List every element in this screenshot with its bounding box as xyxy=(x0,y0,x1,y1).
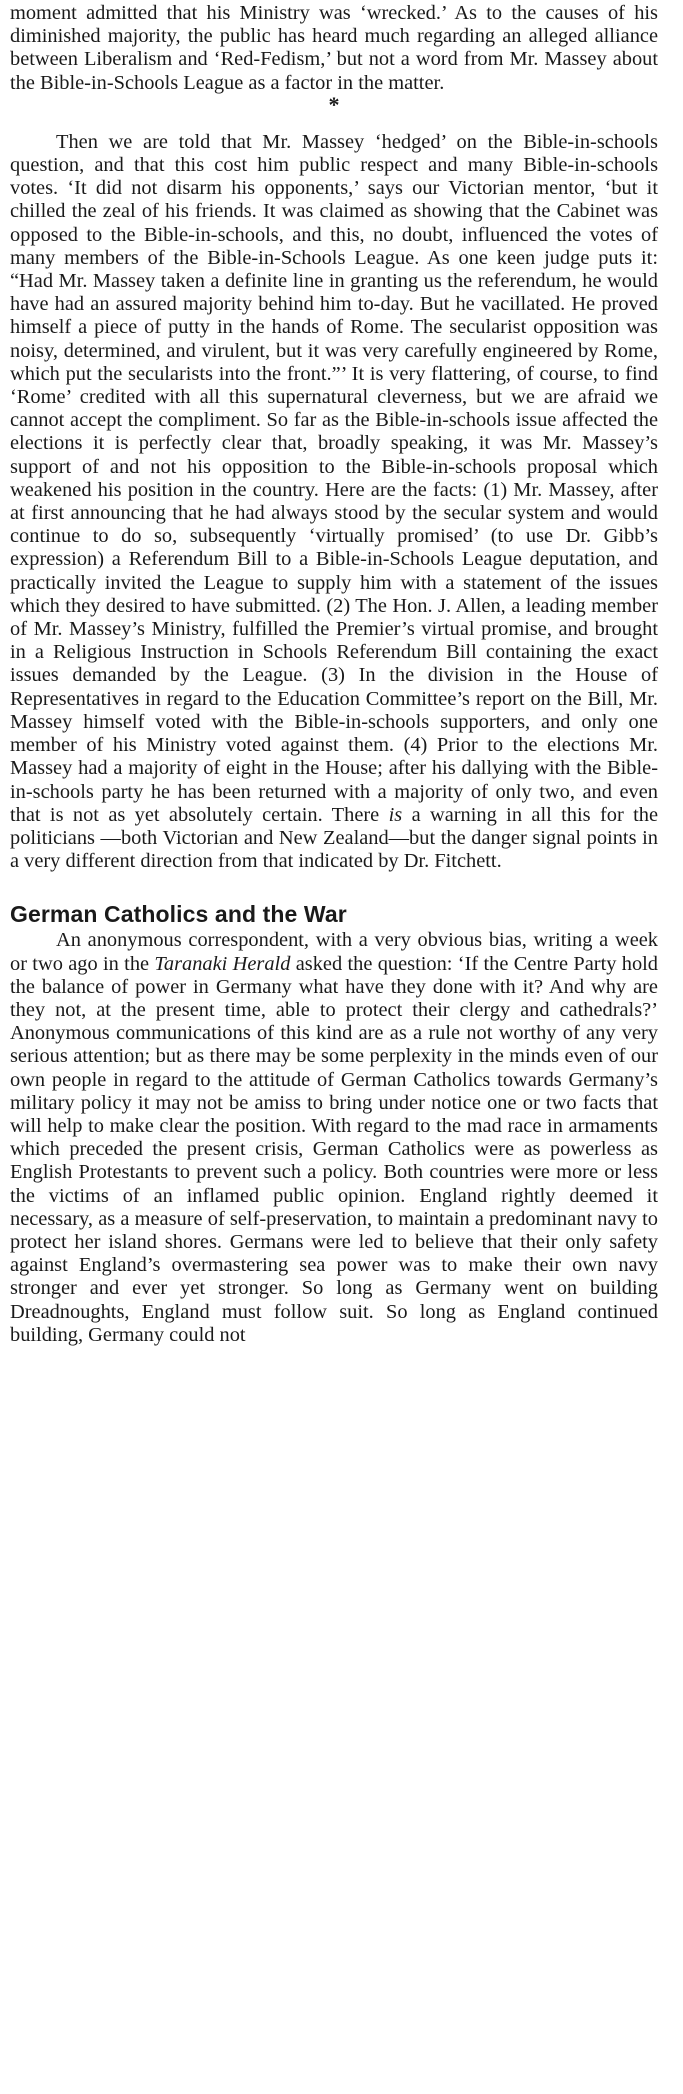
paragraph-german-catholics-start: An anonymous correspondent, with a very obvious bias, writing a week or two ago in the xyxy=(10,929,658,975)
newspaper-title-taranaki-herald: Taranaki Herald xyxy=(154,952,291,975)
paragraph-ministry-wrecked: moment admitted that his Ministry was ‘wrecked.’ As to the causes of his diminished majority, the public has heard much regarding an alleged alliance between Liberalism and ‘Red-Fedism,’ but not a word from Mr. Massey about the Bible-in-Schools League as a factor in the matter. xyxy=(10,2,658,94)
paragraph-german-catholics xyxy=(10,929,658,1347)
section-separator: * xyxy=(328,91,340,117)
article-column xyxy=(10,2,658,1347)
paragraph-massey-hedged-end: a warning in all this for the politicians —both Victorian and New Zealand—but the danger signal points in a very different direction from that indicated by Dr. Fitchett. xyxy=(10,803,659,873)
emphasis-is: is xyxy=(388,803,403,826)
paragraph-massey-hedged xyxy=(10,131,658,874)
paragraph-german-catholics-end: asked the question: ‘If the Centre Party hold the balance of power in Germany what have they done with it? And why are they not, at the present time, able to protect their clergy and cathedrals?’ Anonymous communications of this kind are as a rule not worthy of any very serious attention; but as there may be some perplexity in the minds even of our own people in regard to the attitude of German Catholics towards Germany’s military policy it may not be amiss to bring under notice one or two facts that will help to make clear the position. With regard to the mad race in armaments which preceded the present crisis, German Catholics were as powerless as English Protestants to prevent such a policy. Both countries were more or less the victims of an inflamed public opinion. England rightly deemed it necessary, as a measure of self-preservation, to maintain a predominant navy to protect her island shores. Germans were led to believe that their only safety against England’s overmastering sea power was to make their own navy stronger and ever yet stronger. So long as Germany went on building Dreadnoughts, England must follow suit. So long as England continued building, Germany could not xyxy=(10,952,658,1346)
section-heading-german-catholics: German Catholics and the War xyxy=(10,901,347,928)
paragraph-massey-hedged-text: Then we are told that Mr. Massey ‘hedged’ on the Bible-in-schools question, and that this cost him public respect and many Bible-in-schools votes. ‘It did not disarm his opponents,’ says our Victorian mentor, ‘but it chilled the zeal of his friends. It was claimed as showing that the Cabinet was opposed to the Bible-in-schools, and this, no doubt, influenced the votes of many members of the Bible-in-Schools League. As one keen judge puts it: “Had Mr. Massey taken a definite line in granting us the referendum, he would have had an assured majority behind him to-day. But he vacillated. He proved himself a piece of putty in the hands of Rome. The secularist opposition was noisy, determined, and virulent, but it was very carefully engineered by Rome, which put the secularists into the front.”’ It is very flattering, of course, to find ‘Rome’ credited with all this supernatural cleverness, but we are afraid we cannot accept the compliment. So far as the Bible-in-schools issue affected the elections it is perfectly clear that, broadly speaking, it was Mr. Massey’s support of and not his opposition to the Bible-in-schools proposal which weakened his position in the country. Here are the facts: (1) Mr. Massey, after at first announcing that he had always stood by the secular system and would continue to do so, subsequently ‘virtually promised’ (to use Dr. Gibb’s expression) a Referendum Bill to a Bible-in-Schools League deputation, and practically invited the League to supply him with a statement of the issues which they desired to have submitted. (2) The Hon. J. Allen, a leading member of Mr. Massey’s Ministry, fulfilled the Premier’s virtual promise, and brought in a Religious Instruction in Schools Referendum Bill containing the exact issues demanded by the League. (3) In the division in the House of Representatives in regard to the Education Committee’s report on the Bill, Mr. Massey himself voted with the Bible-in-schools supporters, and only one member of his Ministry voted against them. (4) Prior to the elections Mr. Massey had a majority of eight in the House; after his dallying with the Bible-in-schools party he has been returned with a majority of only two, and even that is not as yet absolutely certain. There xyxy=(10,130,658,826)
